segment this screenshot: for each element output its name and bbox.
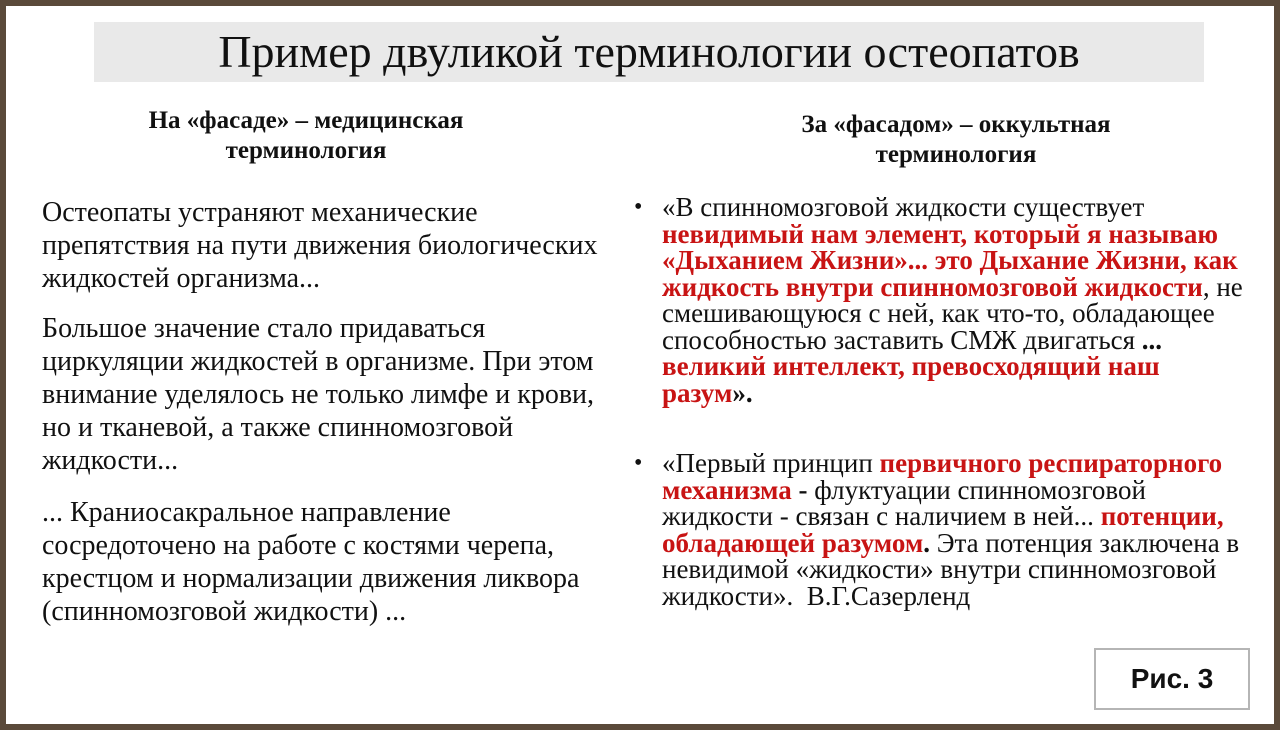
quote-2-highlight: первичного респираторного механизма bbox=[662, 448, 1223, 505]
slide-title: Пример двуликой терминологии остеопатов bbox=[218, 26, 1080, 77]
quote-author: В.Г.Сазерленд bbox=[806, 580, 971, 611]
quote-2-text bbox=[662, 450, 1244, 609]
quote-bullet-1 bbox=[634, 194, 1244, 406]
quote-2-highlight: потенции, обладающей разумом bbox=[662, 501, 1224, 558]
left-paragraph-2: Большое значение стало придаваться циркуляции жидкостей в организме. При этом внимание уделялось не только лимфе и крови, но и тканевой, а также спинномозговой жидкости... bbox=[42, 313, 595, 476]
quote-2-part: флуктуации спинномозговой жидкости - связан с наличием в ней... bbox=[662, 474, 1146, 531]
figure-label: Рис. 3 bbox=[1094, 648, 1250, 710]
quote-2-period: . bbox=[923, 527, 930, 558]
slide bbox=[6, 6, 1274, 724]
quote-1-text bbox=[662, 194, 1244, 406]
left-paragraph-3: ... Краниосакральное направление сосредоточено на работе с костями черепа, крестцом и нормализации движения ликвора (спинномозговой жидкости) ... bbox=[42, 497, 580, 627]
quote-1-part: «В спинномозговой жидкости существует bbox=[662, 192, 1145, 222]
right-column-heading: За «фасадом» – оккультная терминология bbox=[801, 111, 1111, 168]
quote-1-part: , не смешивающуюся с ней, как что-то, обладающее способностью заставить СМЖ двигаться bbox=[662, 271, 1243, 355]
quote-2-part: Эта потенция заключена в невидимой «жидкости» внутри спинномозговой жидкости». bbox=[662, 527, 1240, 611]
quote-1-highlight: великий интеллект, превосходящий наш разум bbox=[662, 351, 1160, 408]
quote-1-ellipsis: ... bbox=[1141, 324, 1163, 355]
quote-1-end: ». bbox=[732, 377, 753, 408]
bullet-dot-icon: • bbox=[634, 450, 643, 476]
quote-2-dash: - bbox=[791, 474, 808, 505]
quote-2-part: «Первый принцип bbox=[662, 448, 880, 478]
quote-bullet-2 bbox=[634, 450, 1244, 609]
left-paragraph-1: Остеопаты устраняют механические препятствия на пути движения биологических жидкостей организма... bbox=[42, 197, 598, 294]
left-column-heading: На «фасаде» – медицинская терминология bbox=[148, 107, 464, 164]
bullet-dot-icon: • bbox=[634, 194, 643, 220]
quote-1-highlight: невидимый нам элемент, который я называю «Дыханием Жизни»... это Дыхание Жизни, как жидкость внутри спинномозговой жидкости bbox=[662, 218, 1238, 302]
